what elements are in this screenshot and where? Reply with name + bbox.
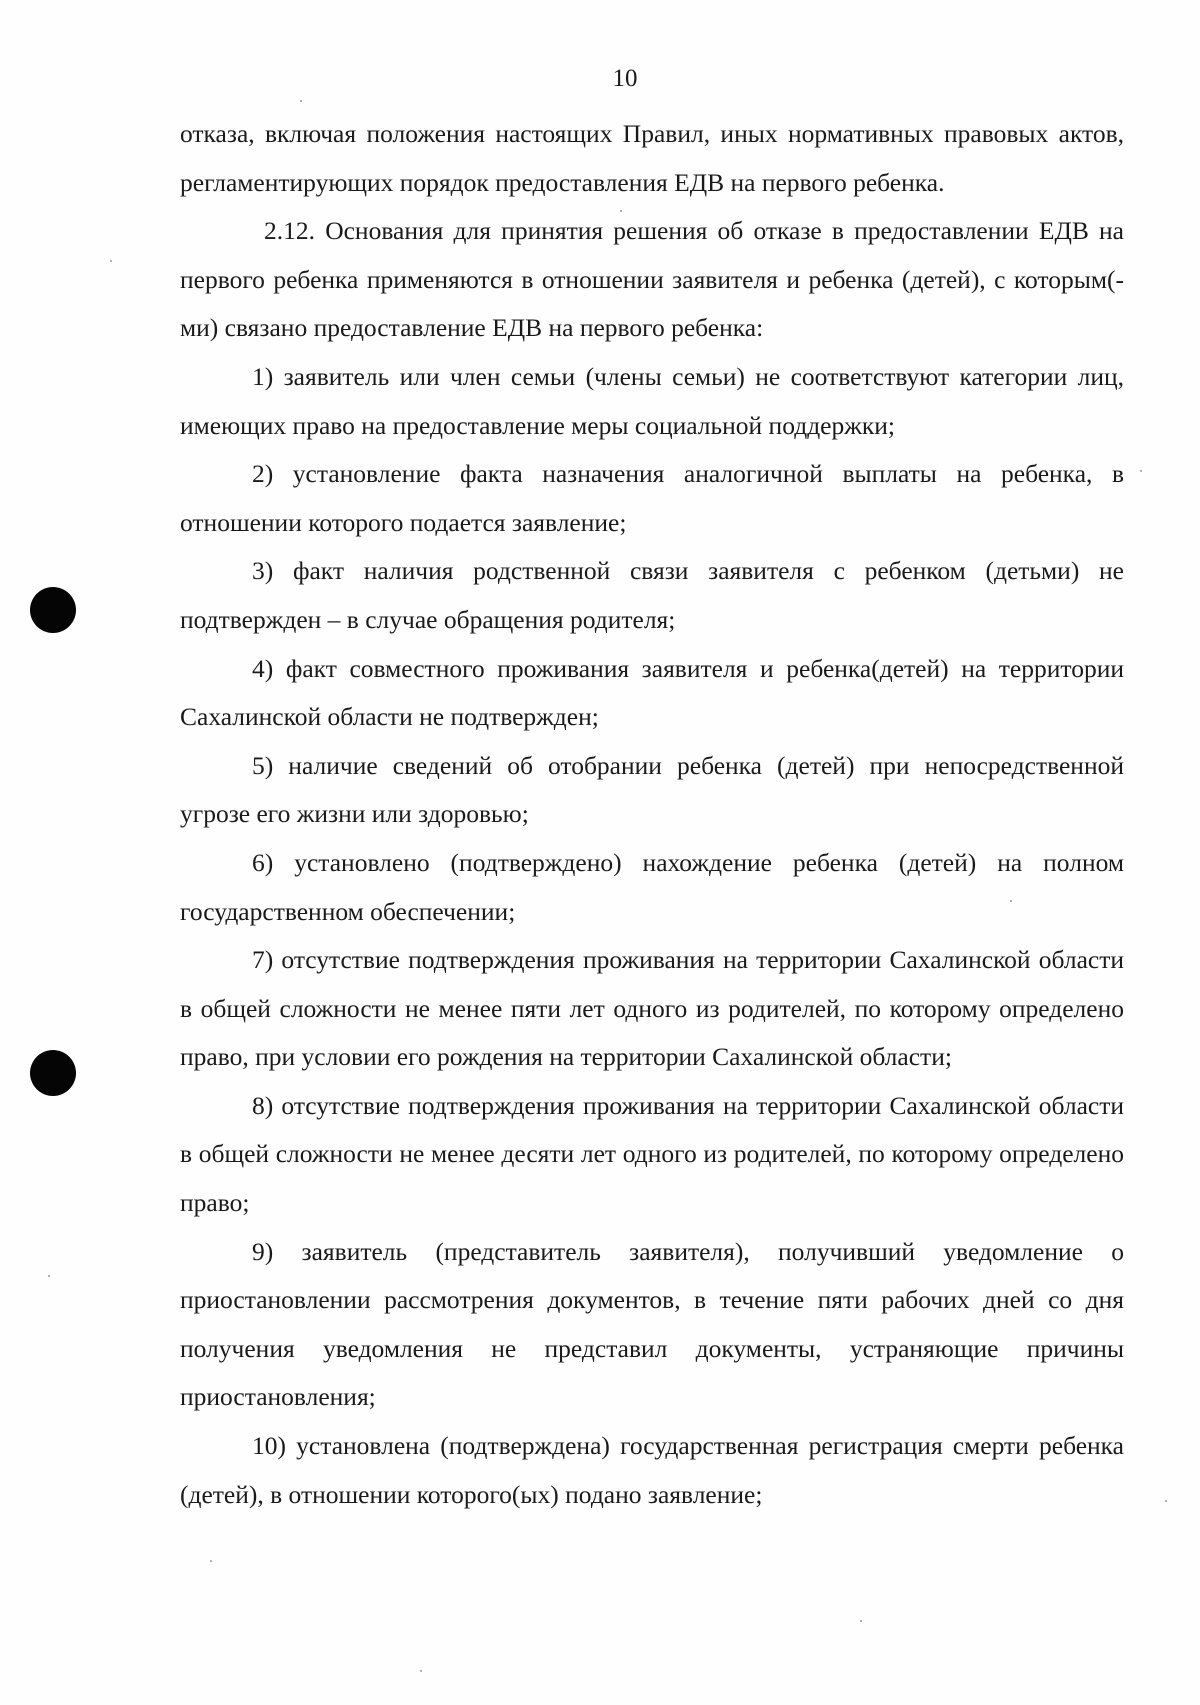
scan-speck — [1140, 470, 1142, 472]
list-item-6: 6) установлено (подтверждено) нахождение ребенка (детей) на полном государственном обеспечении; — [180, 847, 1124, 926]
scan-speck — [420, 1670, 422, 1672]
scan-speck — [860, 1620, 862, 1622]
paragraph-intro: отказа, включая положения настоящих Правил, иных нормативных правовых актов, регламентирующих порядок предоставления ЕДВ на первого ребенка. — [180, 119, 1124, 197]
page-number: 10 — [612, 65, 638, 92]
punch-hole — [30, 1050, 76, 1096]
scan-speck — [620, 210, 622, 212]
punch-hole — [30, 587, 76, 633]
list-item-9: 9) заявитель (представитель заявителя), получивший уведомление о приостановлении рассмотрения документов, в течение пяти рабочих дней со дня получения уведомления не представил документы, устраняющие причины приостановления; — [180, 1236, 1124, 1412]
document-body — [180, 110, 1124, 1519]
scan-speck — [210, 1560, 212, 1562]
list-item-3: 3) факт наличия родственной связи заявителя с ребенком (детьми) не подтвержден – в случае обращения родителя; — [180, 556, 1124, 634]
list-item-4: 4) факт совместного проживания заявителя и ребенка(детей) на территории Сахалинской области не подтвержден; — [180, 653, 1124, 732]
paragraph-clause-2-12: 2.12. Основания для принятия решения об отказе в предоставлении ЕДВ на первого ребенка применяются в отношении заявителя и ребенка (детей), с которым(-ми) связано предоставление ЕДВ на первого ребенка: — [180, 216, 1124, 343]
scan-speck — [110, 260, 112, 262]
list-item-7: 7) отсутствие подтверждения проживания на территории Сахалинской области в общей сложности не менее пяти лет одного из родителей, по которому определено право, при условии его рождения на территории Сахалинской области; — [180, 945, 1124, 1072]
scan-speck — [48, 1275, 50, 1277]
list-item-5: 5) наличие сведений об отобрании ребенка (детей) при непосредственной угрозе его жизни или здоровью; — [180, 750, 1124, 829]
scan-speck — [300, 100, 302, 102]
list-item-2: 2) установление факта назначения аналогичной выплаты на ребенка, в отношении которого подается заявление; — [180, 459, 1124, 537]
list-item-10: 10) установлена (подтверждена) государственная регистрация смерти ребенка (детей), в отношении которого(ых) подано заявление; — [180, 1431, 1124, 1509]
list-item-8: 8) отсутствие подтверждения проживания на территории Сахалинской области в общей сложности не менее десяти лет одного из родителей, по которому определено право; — [180, 1090, 1124, 1218]
scan-speck — [1165, 1500, 1167, 1502]
scan-speck — [1010, 900, 1012, 902]
list-item-1: 1) заявитель или член семьи (члены семьи) не соответствуют категории лиц, имеющих право на предоставление меры социальной поддержки; — [180, 361, 1124, 440]
